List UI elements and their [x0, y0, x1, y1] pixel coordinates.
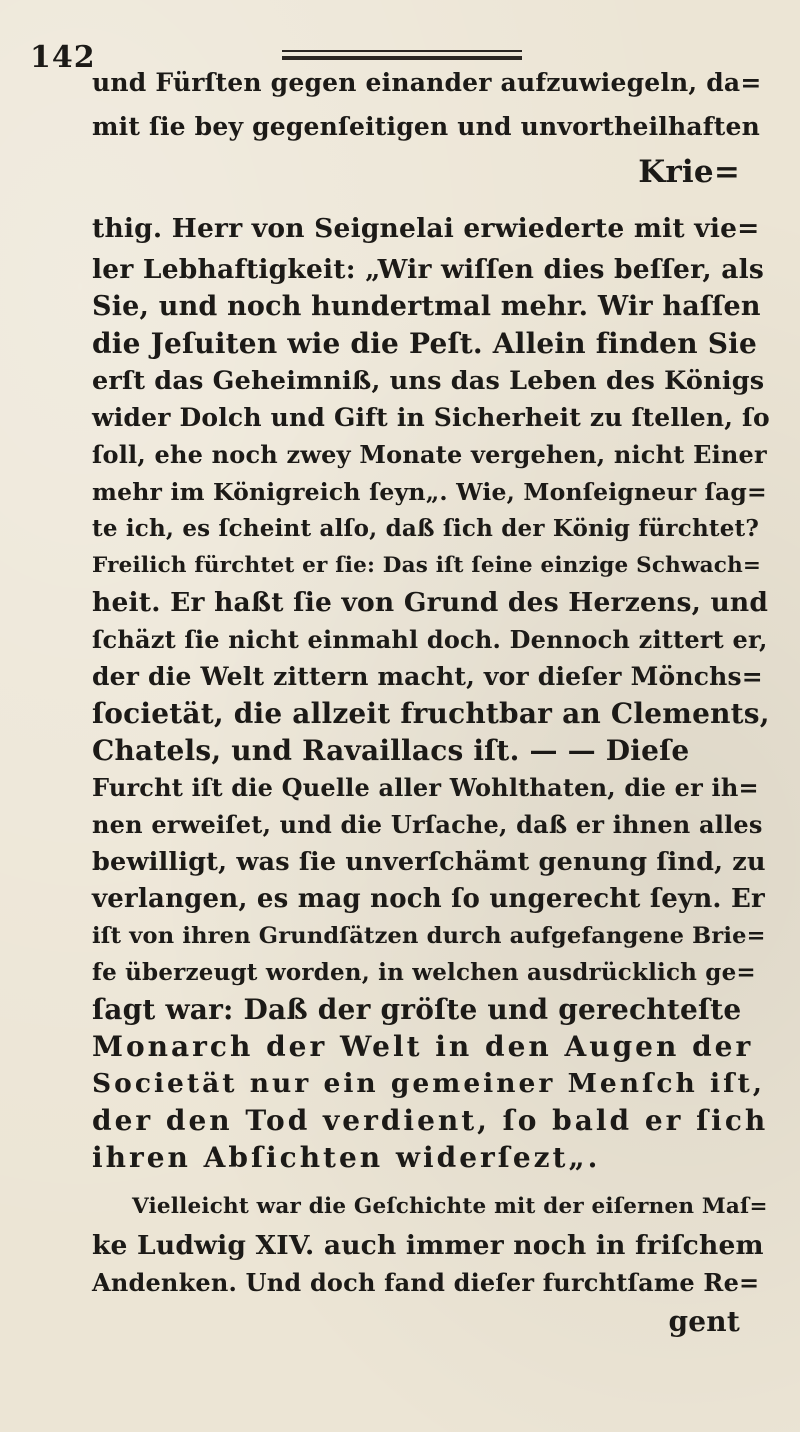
text-line-32: Andenken. Und doch fand dieſer furchtſame Re= — [92, 1268, 760, 1297]
text-line-2: mit ſie bey gegenſeitigen und unvortheilhaften — [92, 112, 760, 141]
text-line-25: ſagt war: Daß der gröſte und gerechteſte — [92, 993, 742, 1026]
text-line-7: die Jeſuiten wie die Peſt. Allein finden Sie — [92, 327, 757, 360]
text-line-4: thig. Herr von Seignelai erwiederte mit vie= — [92, 213, 760, 244]
text-line-19: Furcht iſt die Quelle aller Wohlthaten, die er ih= — [92, 773, 759, 802]
text-line-14: heit. Er haßt ſie von Grund des Herzens, und — [92, 587, 769, 618]
text-line-12: te ich, es ſcheint alſo, daß ſich der König fürchtet? — [92, 515, 760, 542]
text-line-26: Monarch der Welt in den Augen der — [92, 1030, 754, 1063]
text-line-13: Freilich fürchtet er ſie: Das iſt ſeine einzige Schwach= — [92, 553, 762, 578]
catchword-line: Krie= — [638, 154, 740, 190]
header-rule-thin — [282, 50, 522, 52]
text-line-18: Chatels, und Ravaillacs iſt. — — Dieſe — [92, 734, 690, 767]
text-line-22: verlangen, es mag noch ſo ungerecht ſeyn. Er — [92, 884, 765, 914]
text-line-15: ſchäzt ſie nicht einmahl doch. Dennoch zittert er, — [92, 625, 768, 654]
text-line-8: erſt das Geheimniß, uns das Leben des Königs — [92, 366, 765, 396]
text-line-11: mehr im Königreich ſeyn„. Wie, Monſeigneur ſag= — [92, 478, 767, 506]
text-line-9: wider Dolch und Gift in Sicherheit zu ſtellen, ſo — [92, 403, 770, 432]
text-line-24: fe überzeugt worden, in welchen ausdrücklich ge= — [92, 959, 756, 986]
text-line-16: der die Welt zittern macht, vor dieſer Mönchs= — [92, 662, 763, 691]
text-line-29: ihren Abſichten widerſezt„. — [92, 1141, 601, 1174]
text-line-5: ler Lebhaftigkeit: „Wir wiſſen dies beſſer, als — [92, 254, 764, 285]
text-line-31: ke Ludwig XIV. auch immer noch in friſchem — [92, 1230, 764, 1261]
page-number: 142 — [30, 40, 96, 75]
text-line-23: iſt von ihren Grundſätzen durch aufgefangene Brie= — [92, 923, 766, 949]
text-line-1: und Fürſten gegen einander aufzuwiegeln, da= — [92, 68, 762, 97]
catchword-bottom: gent — [668, 1305, 740, 1338]
header-rule-thick — [282, 56, 522, 60]
text-line-28: der den Tod verdient, ſo bald er ſich — [92, 1104, 769, 1137]
text-line-30: Vielleicht war die Geſchichte mit der eiſernen Maſ= — [132, 1194, 768, 1219]
text-line-6: Sie, und noch hundertmal mehr. Wir haſſen — [92, 291, 761, 322]
text-line-20: nen erweiſet, und die Urſache, daß er ihnen alles — [92, 810, 763, 839]
text-line-17: ſocietät, die allzeit fruchtbar an Clements, — [92, 697, 770, 730]
text-line-21: bewilligt, was ſie unverſchämt genung ſind, zu — [92, 847, 766, 877]
text-line-10: ſoll, ehe noch zwey Monate vergehen, nicht Einer — [92, 440, 767, 469]
text-line-27: Societät nur ein gemeiner Menſch iſt, — [92, 1068, 765, 1099]
header-rule — [282, 50, 522, 62]
